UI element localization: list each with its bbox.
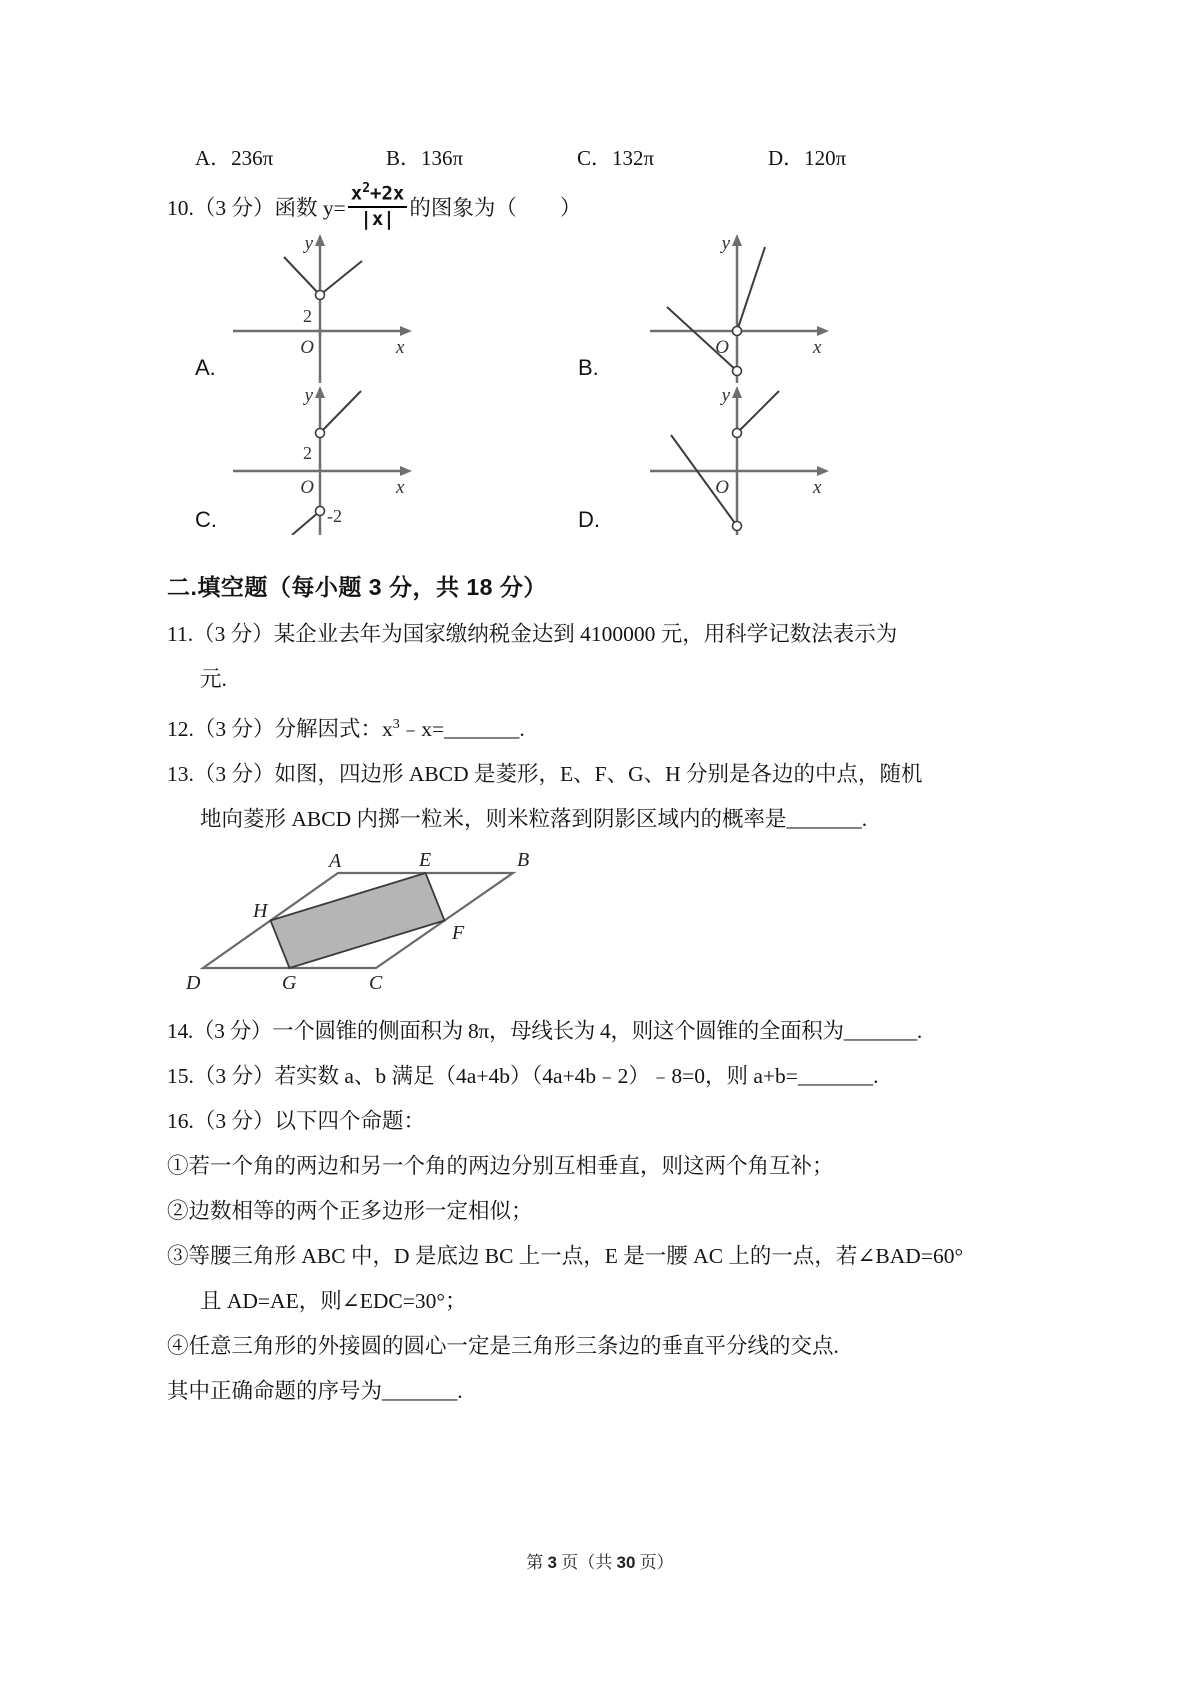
q12-exponent: 3 — [392, 717, 400, 733]
graph-a-plot — [215, 231, 445, 383]
graph-a-xlabel: x — [396, 337, 405, 359]
q9-options-row — [195, 142, 1040, 172]
graph-d-xlabel: x — [813, 477, 822, 499]
page-number: 3 — [547, 1553, 558, 1572]
q10-stem — [167, 182, 1040, 231]
option-c: C．132π — [577, 146, 655, 170]
graph-b-label: B. — [578, 355, 599, 381]
graph-row-1 — [195, 231, 1040, 383]
q14-line: 14.（3 分）一个圆锥的侧面积为 8π，母线长为 4，则这个圆锥的全面积为_______. — [167, 1019, 922, 1044]
graph-b-origin: O — [715, 337, 729, 359]
q10-prefix: 10.（3 分）函数 y= — [167, 196, 346, 220]
graph-a-tick-2: 2 — [303, 306, 312, 327]
q11-line2: 元. — [200, 667, 227, 692]
q15-line: 15.（3 分）若实数 a、b 满足（4a+4b）（4a+4b﹣2）﹣8=0，则 a+b=_______. — [167, 1064, 879, 1089]
option-d: D．120π — [768, 146, 847, 170]
graph-option-c — [195, 383, 578, 535]
q10-suffix: 的图象为（ ） — [409, 196, 582, 220]
graph-d-origin: O — [715, 477, 729, 499]
graph-a-origin: O — [300, 337, 314, 359]
option-b: B．136π — [386, 146, 464, 170]
graph-c-tick-2: 2 — [303, 443, 312, 464]
graph-a-ylabel: y — [304, 233, 313, 255]
q16-intro: 16.（3 分）以下四个命题： — [167, 1109, 426, 1134]
graph-row-2 — [195, 383, 1040, 535]
midpoint-label-f: F — [452, 922, 465, 945]
vertex-label-d: D — [186, 972, 201, 995]
q10-fraction-denominator: |x| — [360, 208, 395, 231]
q11-line1: 11.（3 分）某企业去年为国家缴纳税金达到 4100000 元，用科学记数法表示为 — [167, 622, 898, 647]
graph-c-tick-neg2: -2 — [327, 506, 342, 527]
vertex-label-a: A — [329, 850, 342, 873]
q13-figure — [173, 850, 1040, 1005]
graph-d-label: D. — [578, 507, 600, 533]
q10-fraction-numerator: $x^2+2x$ — [348, 182, 408, 208]
vertex-label-c: C — [369, 972, 383, 995]
graph-c-plot — [215, 383, 445, 535]
graph-a-label: A. — [195, 355, 216, 381]
total-pages: 30 — [616, 1553, 636, 1572]
graph-d-plot — [632, 383, 862, 535]
midpoint-label-g: G — [282, 972, 297, 995]
midpoint-label-h: H — [253, 900, 268, 923]
q12-line: 12.（3 分）分解因式：$x^3﹣x=\_\_\_\_\_\_\_$. — [167, 717, 525, 742]
graph-c-xlabel: x — [396, 477, 405, 499]
midpoint-label-e: E — [419, 850, 432, 872]
graph-b-ylabel: y — [721, 233, 730, 255]
q13-line1: 13.（3 分）如图，四边形 ABCD 是菱形，E、F、G、H 分别是各边的中点，随机 — [167, 762, 923, 787]
graph-b-xlabel: x — [813, 337, 822, 359]
graph-b-plot — [632, 231, 862, 383]
q16-prop-4: ④任意三角形的外接圆的圆心一定是三角形三条边的垂直平分线的交点. — [167, 1334, 839, 1359]
graph-d-ylabel: y — [721, 385, 730, 407]
option-a: A．236π — [195, 146, 274, 170]
page-footer: 第 3 页（共 30 页） — [526, 1553, 674, 1572]
q16-prop-3-line1: ③等腰三角形 ABC 中，D 是底边 BC 上一点，E 是一腰 AC 上的一点，若∠BAD=60° — [167, 1244, 964, 1269]
q16-conclusion: 其中正确命题的序号为_______. — [167, 1379, 463, 1404]
section2-heading: 二.填空题（每小题 3 分，共 18 分） — [167, 574, 547, 601]
graph-c-label: C. — [195, 507, 217, 533]
q16-prop-3-line2: 且 AD=AE，则∠EDC=30°； — [200, 1289, 467, 1314]
q16-prop-1: ①若一个角的两边和另一个角的两边分别互相垂直，则这两个角互补； — [167, 1154, 834, 1179]
graph-option-a — [195, 231, 578, 383]
rhombus-figure — [173, 850, 563, 1000]
q13-line2: 地向菱形 ABCD 内掷一粒米，则米粒落到阴影区域内的概率是_______. — [200, 807, 868, 832]
vertex-label-b: B — [517, 850, 530, 872]
graph-c-origin: O — [300, 477, 314, 499]
graph-c-ylabel: y — [304, 385, 313, 407]
q10-graph-options — [195, 231, 1040, 535]
q16-prop-2: ②边数相等的两个正多边形一定相似； — [167, 1199, 533, 1224]
q10-fraction — [348, 182, 408, 231]
